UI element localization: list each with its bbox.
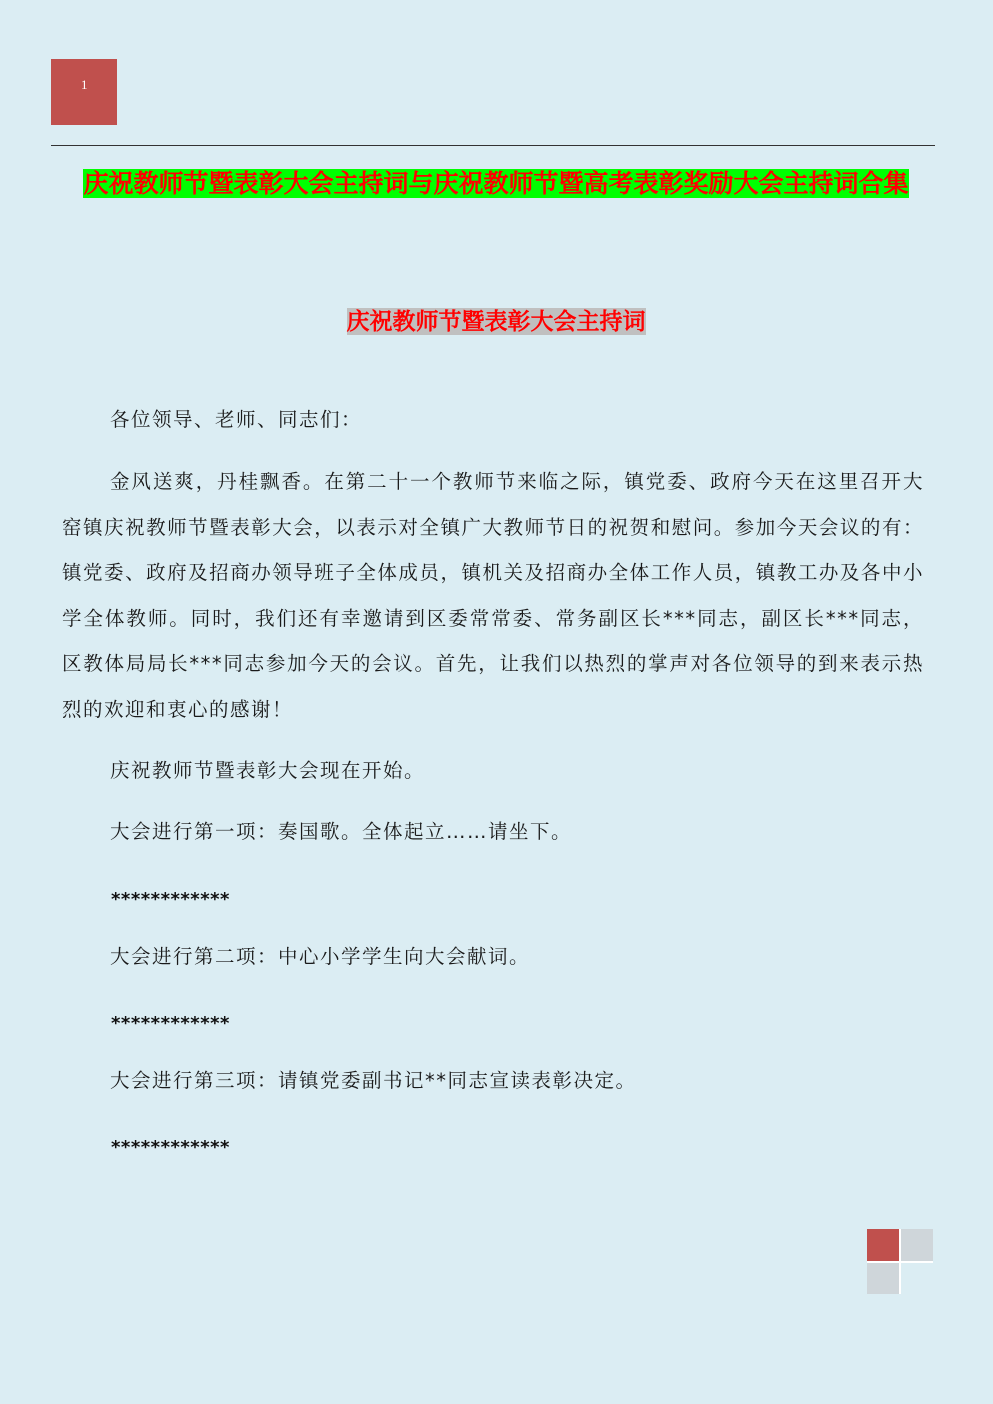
section-title <box>60 305 932 339</box>
agenda-item-2: 大会进行第二项：中心小学学生向大会献词。 <box>110 945 531 968</box>
intro-paragraph: 金风送爽，丹桂飘香。在第二十一个教师节来临之际，镇党委、政府今天在这里召开大窑镇庆祝教师节暨表彰大会，以表示对全镇广大教师节日的祝贺和慰问。参加今天会议的有：镇党委、政府及招商办领导班子全体成员，镇机关及招商办全体工作人员，镇教工办及各中小学全体教师。同时，我们还有幸邀请到区委常常委、常务副区长***同志，副区长***同志，区教体局局长***同志参加今天的会议。首先，让我们以热烈的掌声对各位领导的到来表示热烈的欢迎和衷心的感谢！ <box>62 470 924 721</box>
agenda-item-3: 大会进行第三项：请镇党委副书记**同志宣读表彰决定。 <box>110 1069 637 1092</box>
opening-paragraph: 庆祝教师节暨表彰大会现在开始。 <box>110 759 426 782</box>
agenda-item-1: 大会进行第一项：奏国歌。全体起立……请坐下。 <box>110 820 573 843</box>
section-title-text: 庆祝教师节暨表彰大会主持词 <box>346 308 646 335</box>
header-divider <box>51 145 935 146</box>
separator-stars: ************ <box>111 1013 230 1034</box>
corner-grid-line <box>867 1261 933 1263</box>
document-title <box>60 166 932 201</box>
separator-stars: ************ <box>111 889 230 910</box>
separator-stars: ************ <box>111 1137 230 1158</box>
page-number-badge <box>51 59 117 125</box>
page-number: 1 <box>81 77 88 92</box>
corner-decoration-grid <box>867 1229 933 1294</box>
greeting-paragraph: 各位领导、老师、同志们： <box>110 408 363 431</box>
document-title-text: 庆祝教师节暨表彰大会主持词与庆祝教师节暨高考表彰奖励大会主持词合集 <box>83 169 909 198</box>
